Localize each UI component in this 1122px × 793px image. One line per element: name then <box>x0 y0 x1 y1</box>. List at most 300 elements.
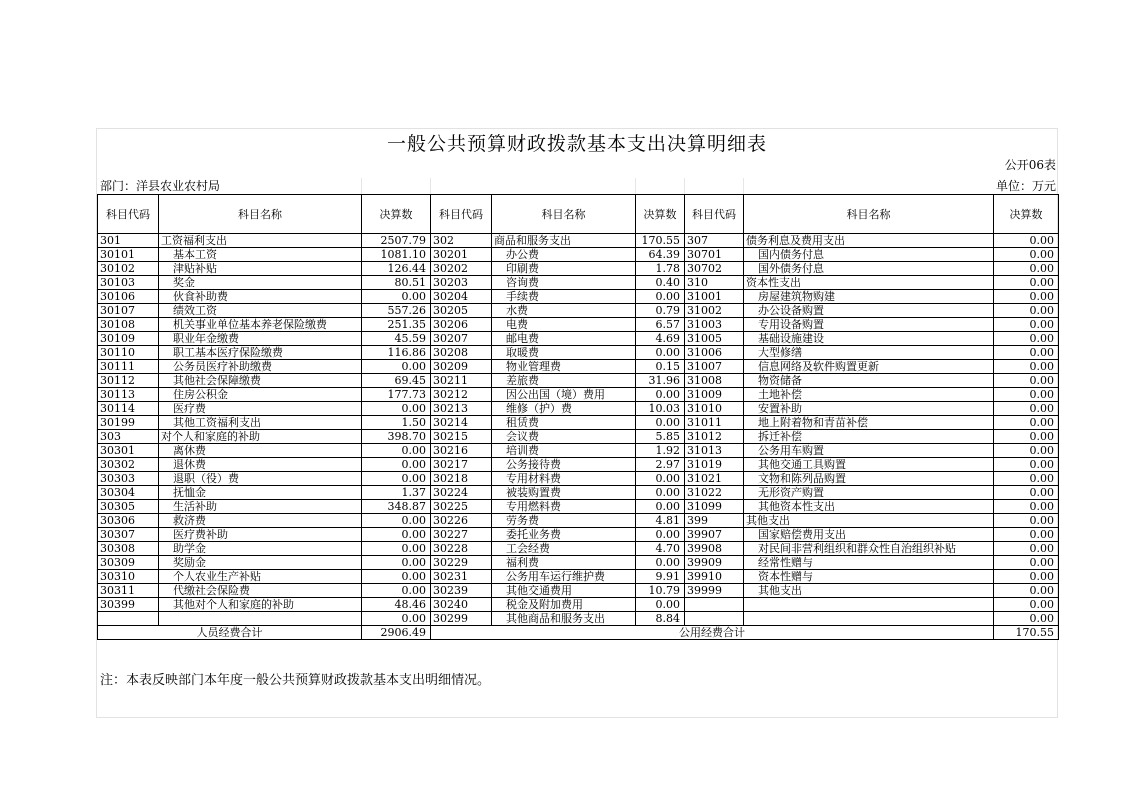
subject-name-cell: 咨询费 <box>492 276 636 290</box>
amount-cell: 48.46 <box>362 598 431 612</box>
subject-name-cell: 其他交通费用 <box>492 584 636 598</box>
subject-code-cell: 30109 <box>98 332 159 346</box>
subject-name-cell: 其他社会保障缴费 <box>159 374 362 388</box>
amount-cell: 10.79 <box>636 584 685 598</box>
table-row <box>98 486 1059 500</box>
amount-cell: 116.86 <box>362 346 431 360</box>
subject-name-cell: 信息网络及软件购置更新 <box>744 360 994 374</box>
table-row <box>98 332 1059 346</box>
amount-cell: 0.00 <box>994 360 1059 374</box>
subject-code-cell: 301 <box>98 234 159 248</box>
subject-name-cell: 专用材料费 <box>492 472 636 486</box>
amount-cell: 0.00 <box>994 374 1059 388</box>
subject-name-cell: 其他交通工具购置 <box>744 458 994 472</box>
table-row <box>98 262 1059 276</box>
subject-code-cell: 310 <box>685 276 744 290</box>
amount-cell: 64.39 <box>636 248 685 262</box>
subject-code-cell: 30301 <box>98 444 159 458</box>
subject-code-cell: 31019 <box>685 458 744 472</box>
header-code: 科目代码 <box>431 195 492 234</box>
subject-name-cell: 无形资产购置 <box>744 486 994 500</box>
subject-name-cell: 国外债务付息 <box>744 262 994 276</box>
subject-code-cell: 30229 <box>431 556 492 570</box>
table-container <box>97 194 1059 640</box>
subject-code-cell: 30199 <box>98 416 159 430</box>
amount-cell: 0.00 <box>994 248 1059 262</box>
subject-name-cell: 物业管理费 <box>492 360 636 374</box>
subject-code-cell: 30201 <box>431 248 492 262</box>
subject-code-cell: 31005 <box>685 332 744 346</box>
header-name: 科目名称 <box>744 195 994 234</box>
amount-cell: 0.00 <box>994 346 1059 360</box>
subject-code-cell: 30206 <box>431 318 492 332</box>
subject-name-cell: 公务员医疗补助缴费 <box>159 360 362 374</box>
table-row <box>98 444 1059 458</box>
amount-cell: 0.00 <box>362 542 431 556</box>
subject-name-cell: 专用燃料费 <box>492 500 636 514</box>
page-title: 一般公共预算财政拨款基本支出决算明细表 <box>386 133 767 155</box>
subject-name-cell: 拆迁补偿 <box>744 430 994 444</box>
subject-name-cell: 安置补助 <box>744 402 994 416</box>
amount-cell: 0.00 <box>994 486 1059 500</box>
subject-code-cell: 31002 <box>685 304 744 318</box>
subject-code-cell: 31003 <box>685 318 744 332</box>
amount-cell: 0.00 <box>994 514 1059 528</box>
subject-name-cell: 福利费 <box>492 556 636 570</box>
subject-name-cell: 房屋建筑物购建 <box>744 290 994 304</box>
subject-name-cell: 其他支出 <box>744 584 994 598</box>
amount-cell: 1.37 <box>362 486 431 500</box>
subject-code-cell: 30701 <box>685 248 744 262</box>
amount-cell: 0.00 <box>994 584 1059 598</box>
subject-code-cell: 39999 <box>685 584 744 598</box>
subject-code-cell: 39909 <box>685 556 744 570</box>
subject-code-cell: 31006 <box>685 346 744 360</box>
table-row <box>98 234 1059 248</box>
subject-code-cell: 30211 <box>431 374 492 388</box>
amount-cell: 0.00 <box>994 570 1059 584</box>
subject-code-cell: 30302 <box>98 458 159 472</box>
subject-code-cell: 30309 <box>98 556 159 570</box>
amount-cell: 2507.79 <box>362 234 431 248</box>
amount-cell: 0.00 <box>994 402 1059 416</box>
header-name: 科目名称 <box>159 195 362 234</box>
subject-name-cell: 机关事业单位基本养老保险缴费 <box>159 318 362 332</box>
subject-code-cell: 39907 <box>685 528 744 542</box>
amount-cell: 1.92 <box>636 444 685 458</box>
subject-code-cell: 303 <box>98 430 159 444</box>
header-code: 科目代码 <box>98 195 159 234</box>
amount-cell: 0.00 <box>994 304 1059 318</box>
amount-cell: 0.00 <box>636 598 685 612</box>
subject-code-cell: 30207 <box>431 332 492 346</box>
table-row <box>98 514 1059 528</box>
subject-code-cell: 30226 <box>431 514 492 528</box>
subject-name-cell: 其他资本性支出 <box>744 500 994 514</box>
amount-cell: 0.00 <box>994 458 1059 472</box>
amount-cell: 0.00 <box>362 570 431 584</box>
subject-code-cell: 30108 <box>98 318 159 332</box>
amount-cell: 0.00 <box>994 276 1059 290</box>
subject-name-cell: 差旅费 <box>492 374 636 388</box>
subject-name-cell: 被装购置费 <box>492 486 636 500</box>
subject-name-cell: 对个人和家庭的补助 <box>159 430 362 444</box>
subject-code-cell <box>98 612 159 626</box>
amount-cell: 1.50 <box>362 416 431 430</box>
amount-cell: 0.00 <box>994 262 1059 276</box>
table-row <box>98 318 1059 332</box>
amount-cell: 0.00 <box>636 346 685 360</box>
sheet-gridline <box>635 178 636 194</box>
amount-cell: 0.79 <box>636 304 685 318</box>
subject-name-cell: 奖金 <box>159 276 362 290</box>
subject-name-cell: 医疗费 <box>159 402 362 416</box>
public-total-amount: 170.55 <box>994 626 1059 640</box>
subject-code-cell: 30231 <box>431 570 492 584</box>
subject-name-cell: 邮电费 <box>492 332 636 346</box>
subject-code-cell: 399 <box>685 514 744 528</box>
subject-name-cell <box>744 612 994 626</box>
amount-cell: 2.97 <box>636 458 685 472</box>
subject-name-cell: 取暖费 <box>492 346 636 360</box>
table-row <box>98 458 1059 472</box>
amount-cell: 0.00 <box>994 430 1059 444</box>
subject-name-cell: 租赁费 <box>492 416 636 430</box>
subject-code-cell: 31009 <box>685 388 744 402</box>
subject-name-cell: 维修（护）费 <box>492 402 636 416</box>
subject-code-cell: 30202 <box>431 262 492 276</box>
table-row <box>98 360 1059 374</box>
subject-name-cell: 职工基本医疗保险缴费 <box>159 346 362 360</box>
amount-cell: 0.00 <box>362 528 431 542</box>
subject-code-cell: 30101 <box>98 248 159 262</box>
subject-code-cell: 30113 <box>98 388 159 402</box>
subject-code-cell: 31013 <box>685 444 744 458</box>
amount-cell: 0.00 <box>636 528 685 542</box>
table-row <box>98 612 1059 626</box>
amount-cell: 0.00 <box>362 360 431 374</box>
subject-code-cell: 31012 <box>685 430 744 444</box>
subject-name-cell: 退职（役）费 <box>159 472 362 486</box>
subject-name-cell: 对民间非营利组织和群众性自治组织补贴 <box>744 542 994 556</box>
sheet-gridline <box>361 178 362 194</box>
subject-name-cell: 资本性支出 <box>744 276 994 290</box>
subject-name-cell: 工会经费 <box>492 542 636 556</box>
subject-code-cell: 31001 <box>685 290 744 304</box>
amount-cell: 0.00 <box>636 472 685 486</box>
amount-cell: 126.44 <box>362 262 431 276</box>
subject-code-cell: 30214 <box>431 416 492 430</box>
amount-cell: 0.00 <box>362 402 431 416</box>
subject-name-cell: 奖励金 <box>159 556 362 570</box>
subject-code-cell <box>685 598 744 612</box>
subject-code-cell: 30102 <box>98 262 159 276</box>
subject-name-cell: 医疗费补助 <box>159 528 362 542</box>
sheet-gridline <box>430 178 431 194</box>
subject-code-cell: 307 <box>685 234 744 248</box>
subject-code-cell: 30304 <box>98 486 159 500</box>
subject-name-cell: 住房公积金 <box>159 388 362 402</box>
header-amount: 决算数 <box>636 195 685 234</box>
amount-cell: 5.85 <box>636 430 685 444</box>
subject-code-cell: 30112 <box>98 374 159 388</box>
public-total-label: 公用经费合计 <box>431 626 994 640</box>
amount-cell: 177.73 <box>362 388 431 402</box>
subject-name-cell: 培训费 <box>492 444 636 458</box>
amount-cell: 1.78 <box>636 262 685 276</box>
form-code: 公开06表 <box>1004 158 1056 172</box>
subject-name-cell: 公务接待费 <box>492 458 636 472</box>
subject-code-cell: 31011 <box>685 416 744 430</box>
table-row <box>98 556 1059 570</box>
subject-code-cell: 30216 <box>431 444 492 458</box>
subject-code-cell: 30203 <box>431 276 492 290</box>
subject-name-cell: 基本工资 <box>159 248 362 262</box>
subject-name-cell: 其他工资福利支出 <box>159 416 362 430</box>
amount-cell: 0.00 <box>994 388 1059 402</box>
subject-code-cell: 39910 <box>685 570 744 584</box>
subject-name-cell: 国内债务付息 <box>744 248 994 262</box>
subject-name-cell: 离休费 <box>159 444 362 458</box>
subject-code-cell: 30240 <box>431 598 492 612</box>
amount-cell: 0.00 <box>362 472 431 486</box>
table-row <box>98 290 1059 304</box>
subject-name-cell: 水费 <box>492 304 636 318</box>
amount-cell: 0.00 <box>362 584 431 598</box>
amount-cell: 0.00 <box>994 234 1059 248</box>
subject-code-cell: 30218 <box>431 472 492 486</box>
header-row <box>98 195 1059 234</box>
subject-code-cell: 30204 <box>431 290 492 304</box>
table-row <box>98 346 1059 360</box>
subject-name-cell: 经常性赠与 <box>744 556 994 570</box>
table-row <box>98 416 1059 430</box>
header-code: 科目代码 <box>685 195 744 234</box>
amount-cell: 0.15 <box>636 360 685 374</box>
subject-name-cell: 商品和服务支出 <box>492 234 636 248</box>
subject-code-cell: 30212 <box>431 388 492 402</box>
subject-code-cell: 30310 <box>98 570 159 584</box>
subject-name-cell: 绩效工资 <box>159 304 362 318</box>
subject-name-cell: 公务用车运行维护费 <box>492 570 636 584</box>
personnel-total-label: 人员经费合计 <box>98 626 362 640</box>
subject-name-cell: 生活补助 <box>159 500 362 514</box>
amount-cell: 0.00 <box>636 500 685 514</box>
amount-cell: 1081.10 <box>362 248 431 262</box>
amount-cell: 6.57 <box>636 318 685 332</box>
amount-cell: 0.00 <box>994 332 1059 346</box>
amount-cell: 0.00 <box>994 542 1059 556</box>
amount-cell: 45.59 <box>362 332 431 346</box>
subject-code-cell: 30306 <box>98 514 159 528</box>
amount-cell: 0.00 <box>362 612 431 626</box>
subject-code-cell: 30103 <box>98 276 159 290</box>
amount-cell: 8.84 <box>636 612 685 626</box>
department-label: 部门：洋县农业农村局 <box>100 179 221 193</box>
amount-cell: 0.40 <box>636 276 685 290</box>
subject-name-cell: 地上附着物和青苗补偿 <box>744 416 994 430</box>
amount-cell: 0.00 <box>636 486 685 500</box>
amount-cell: 0.00 <box>636 416 685 430</box>
subject-name-cell: 会议费 <box>492 430 636 444</box>
header-name: 科目名称 <box>492 195 636 234</box>
subject-name-cell: 印刷费 <box>492 262 636 276</box>
subject-name-cell: 办公设备购置 <box>744 304 994 318</box>
subject-code-cell: 39908 <box>685 542 744 556</box>
subject-name-cell: 退休费 <box>159 458 362 472</box>
subject-code-cell: 30228 <box>431 542 492 556</box>
table-row <box>98 248 1059 262</box>
subject-name-cell: 专用设备购置 <box>744 318 994 332</box>
budget-detail-table <box>97 194 1059 640</box>
subject-code-cell: 30311 <box>98 584 159 598</box>
subject-name-cell: 办公费 <box>492 248 636 262</box>
totals-row <box>98 626 1059 640</box>
subject-code-cell: 31007 <box>685 360 744 374</box>
subject-name-cell <box>744 598 994 612</box>
subject-name-cell: 代缴社会保险费 <box>159 584 362 598</box>
table-row <box>98 500 1059 514</box>
subject-name-cell: 伙食补助费 <box>159 290 362 304</box>
amount-cell: 4.69 <box>636 332 685 346</box>
amount-cell: 0.00 <box>636 290 685 304</box>
subject-name-cell: 津贴补贴 <box>159 262 362 276</box>
subject-code-cell: 30110 <box>98 346 159 360</box>
amount-cell: 557.26 <box>362 304 431 318</box>
subject-code-cell: 30215 <box>431 430 492 444</box>
table-row <box>98 374 1059 388</box>
subject-name-cell: 个人农业生产补贴 <box>159 570 362 584</box>
amount-cell: 4.70 <box>636 542 685 556</box>
amount-cell: 69.45 <box>362 374 431 388</box>
subject-code-cell: 30106 <box>98 290 159 304</box>
subject-code-cell: 30399 <box>98 598 159 612</box>
subject-code-cell: 30114 <box>98 402 159 416</box>
subject-code-cell: 30307 <box>98 528 159 542</box>
amount-cell: 0.00 <box>636 556 685 570</box>
subject-code-cell: 31010 <box>685 402 744 416</box>
subject-name-cell: 职业年金缴费 <box>159 332 362 346</box>
amount-cell: 251.35 <box>362 318 431 332</box>
amount-cell: 0.00 <box>362 290 431 304</box>
subject-name-cell: 物资储备 <box>744 374 994 388</box>
subject-name-cell: 其他对个人和家庭的补助 <box>159 598 362 612</box>
subject-code-cell <box>685 612 744 626</box>
subject-code-cell: 30213 <box>431 402 492 416</box>
subject-code-cell: 31021 <box>685 472 744 486</box>
table-row <box>98 388 1059 402</box>
table-row <box>98 598 1059 612</box>
subject-name-cell: 抚恤金 <box>159 486 362 500</box>
subject-name-cell: 资本性赠与 <box>744 570 994 584</box>
subject-name-cell: 救济费 <box>159 514 362 528</box>
subject-code-cell: 30217 <box>431 458 492 472</box>
header-amount: 决算数 <box>362 195 431 234</box>
unit-label: 单位：万元 <box>995 179 1056 193</box>
amount-cell: 10.03 <box>636 402 685 416</box>
sheet-gridline <box>743 178 744 194</box>
subject-code-cell: 30308 <box>98 542 159 556</box>
table-row <box>98 528 1059 542</box>
subject-code-cell: 30208 <box>431 346 492 360</box>
subject-code-cell: 31008 <box>685 374 744 388</box>
subject-name-cell: 大型修缮 <box>744 346 994 360</box>
subject-name-cell: 基础设施建设 <box>744 332 994 346</box>
amount-cell: 0.00 <box>362 458 431 472</box>
subject-code-cell: 30225 <box>431 500 492 514</box>
table-row <box>98 584 1059 598</box>
amount-cell: 0.00 <box>636 388 685 402</box>
amount-cell: 0.00 <box>362 444 431 458</box>
amount-cell: 4.81 <box>636 514 685 528</box>
subject-code-cell: 30305 <box>98 500 159 514</box>
subject-code-cell: 30205 <box>431 304 492 318</box>
subject-code-cell: 30702 <box>685 262 744 276</box>
amount-cell: 0.00 <box>994 556 1059 570</box>
personnel-total-amount: 2906.49 <box>362 626 431 640</box>
subject-name-cell: 工资福利支出 <box>159 234 362 248</box>
subject-name-cell: 国家赔偿费用支出 <box>744 528 994 542</box>
table-row <box>98 430 1059 444</box>
subject-name-cell: 手续费 <box>492 290 636 304</box>
footnote: 注：本表反映部门本年度一般公共预算财政拨款基本支出明细情况。 <box>100 673 491 688</box>
table-body <box>98 234 1059 626</box>
table-row <box>98 276 1059 290</box>
amount-cell: 0.00 <box>362 556 431 570</box>
amount-cell: 0.00 <box>994 318 1059 332</box>
sheet-gridline <box>684 178 685 194</box>
amount-cell: 348.87 <box>362 500 431 514</box>
subject-name-cell: 电费 <box>492 318 636 332</box>
subject-name-cell: 助学金 <box>159 542 362 556</box>
table-row <box>98 472 1059 486</box>
amount-cell: 0.00 <box>994 500 1059 514</box>
subject-code-cell: 30224 <box>431 486 492 500</box>
subject-name-cell: 文物和陈列品购置 <box>744 472 994 486</box>
amount-cell: 0.00 <box>994 472 1059 486</box>
subject-code-cell: 30209 <box>431 360 492 374</box>
amount-cell: 0.00 <box>994 444 1059 458</box>
subject-code-cell: 30227 <box>431 528 492 542</box>
amount-cell: 0.00 <box>994 416 1059 430</box>
subject-name-cell: 税金及附加费用 <box>492 598 636 612</box>
subject-name-cell <box>159 612 362 626</box>
amount-cell: 0.00 <box>994 528 1059 542</box>
subject-name-cell: 因公出国（境）费用 <box>492 388 636 402</box>
table-row <box>98 402 1059 416</box>
amount-cell: 0.00 <box>994 290 1059 304</box>
table-row <box>98 304 1059 318</box>
table-row <box>98 542 1059 556</box>
amount-cell: 9.91 <box>636 570 685 584</box>
subject-name-cell: 债务利息及费用支出 <box>744 234 994 248</box>
subject-name-cell: 其他商品和服务支出 <box>492 612 636 626</box>
subject-code-cell: 30239 <box>431 584 492 598</box>
amount-cell: 0.00 <box>362 514 431 528</box>
subject-code-cell: 31022 <box>685 486 744 500</box>
header-amount: 决算数 <box>994 195 1059 234</box>
subject-name-cell: 土地补偿 <box>744 388 994 402</box>
subject-code-cell: 30111 <box>98 360 159 374</box>
subject-code-cell: 30299 <box>431 612 492 626</box>
subject-code-cell: 30303 <box>98 472 159 486</box>
table-row <box>98 570 1059 584</box>
amount-cell: 0.00 <box>994 598 1059 612</box>
subject-code-cell: 302 <box>431 234 492 248</box>
subject-name-cell: 劳务费 <box>492 514 636 528</box>
amount-cell: 170.55 <box>636 234 685 248</box>
subject-code-cell: 31099 <box>685 500 744 514</box>
